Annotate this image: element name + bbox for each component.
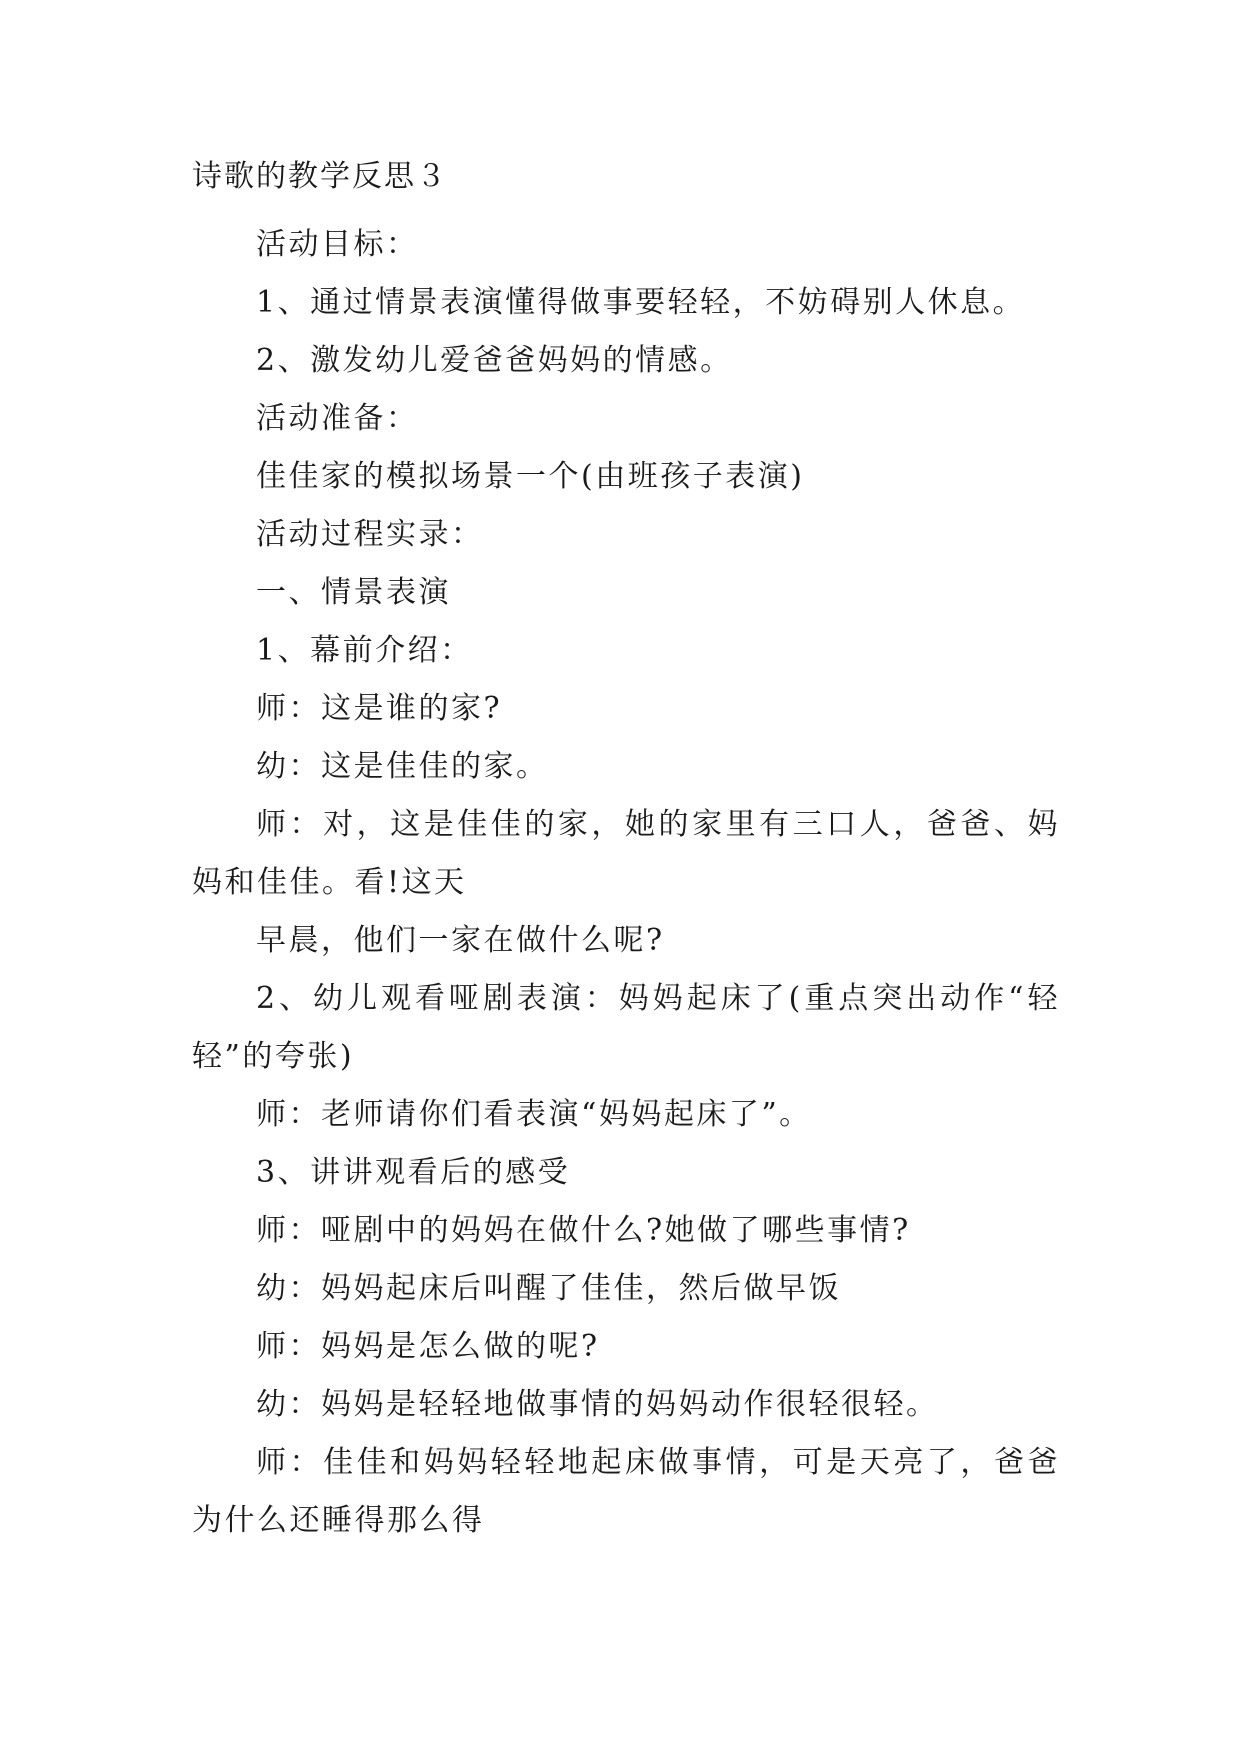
paragraph-process-heading: 活动过程实录： (256, 517, 484, 552)
paragraph-goal-2: 2、激发幼儿爱爸爸妈妈的情感。 (256, 343, 733, 378)
paragraph-dialogue: 幼：这是佳佳的家。 (256, 749, 549, 784)
paragraph-dialogue: 幼：妈妈是轻轻地做事情的妈妈动作很轻很轻。 (256, 1387, 939, 1422)
paragraph-dialogue: 师：妈妈是怎么做的呢? (256, 1329, 600, 1364)
paragraph-dialogue: 师：老师请你们看表演“妈妈起床了”。 (256, 1097, 812, 1132)
paragraph-goals-heading: 活动目标： (256, 227, 419, 262)
paragraph-step-3: 3、讲讲观看后的感受 (256, 1155, 571, 1190)
paragraph-dialogue: 师：这是谁的家? (256, 691, 503, 726)
paragraph-dialogue-continued: 早晨，他们一家在做什么呢? (256, 923, 665, 958)
paragraph-step-2: 2、幼儿观看哑剧表演：妈妈起床了(重点突出动作“轻轻”的夸张) (192, 981, 1060, 1074)
document-title: 诗歌的教学反思３ (192, 159, 448, 194)
paragraph-prep-heading: 活动准备： (256, 401, 419, 436)
paragraph-section-1: 一、情景表演 (256, 575, 451, 610)
paragraph-step-1: 1、幕前介绍： (256, 633, 473, 668)
document-page (192, 158, 1060, 1550)
paragraph-goal-1: 1、通过情景表演懂得做事要轻轻，不妨碍别人休息。 (256, 285, 1026, 320)
paragraph-prep-item: 佳佳家的模拟场景一个(由班孩子表演) (256, 459, 805, 494)
paragraph-dialogue: 师：哑剧中的妈妈在做什么?她做了哪些事情? (256, 1213, 911, 1248)
paragraph-dialogue: 师：佳佳和妈妈轻轻地起床做事情，可是天亮了，爸爸为什么还睡得那么得 (192, 1445, 1060, 1538)
paragraph-dialogue: 幼：妈妈起床后叫醒了佳佳，然后做早饭 (256, 1271, 841, 1306)
paragraph-dialogue: 师：对，这是佳佳的家，她的家里有三口人，爸爸、妈妈和佳佳。看!这天 (192, 807, 1060, 900)
